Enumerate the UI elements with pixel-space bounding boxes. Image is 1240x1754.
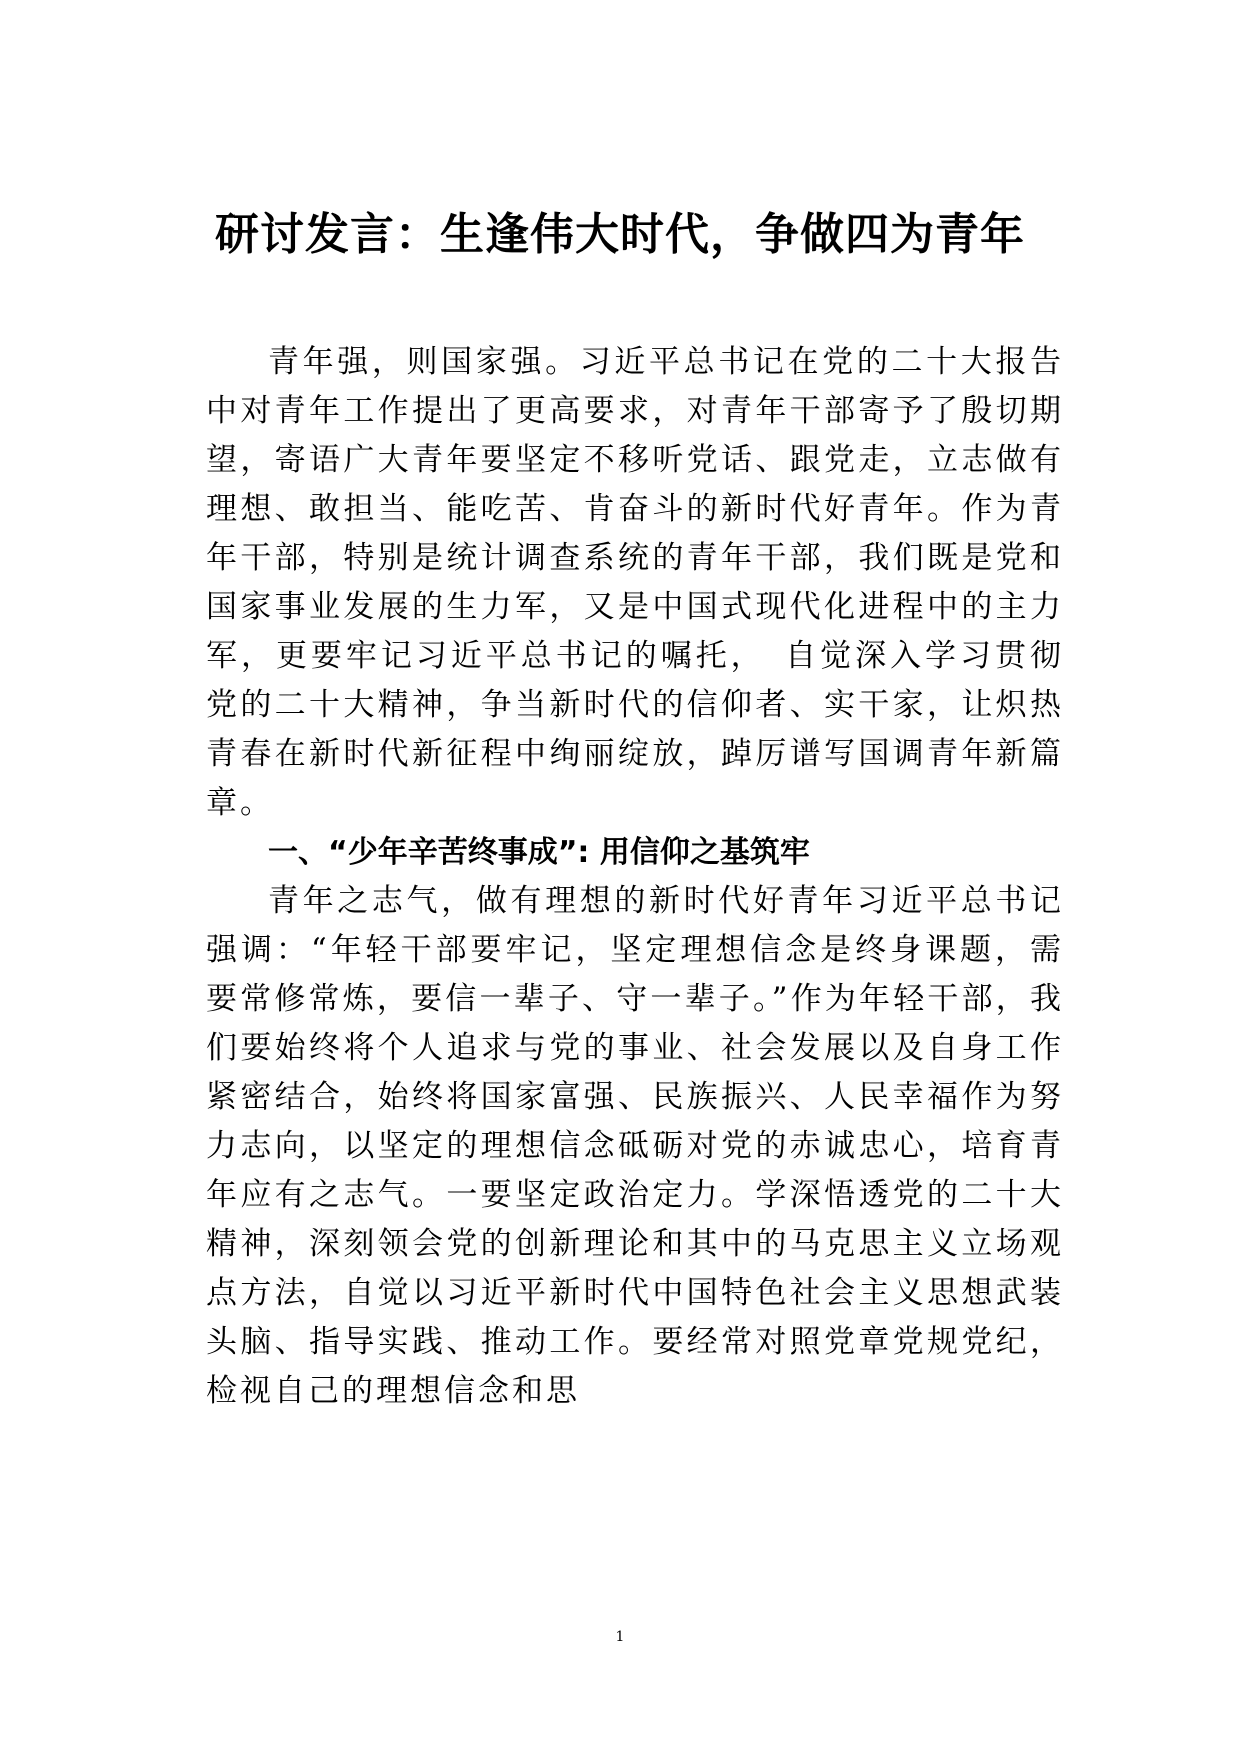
page-number: 1 [615, 1629, 625, 1645]
section-1-paragraph: 青年之志气，做有理想的新时代好青年习近平总书记强调：“年轻干部要牢记，坚定理想信念是终身课题，需要常修常炼，要信一辈子、守一辈子。”作为年轻干部，我们要始终将个人追求与党的事业、社会发展以及自身工作紧密结合，始终将国家富强、民族振兴、人民幸福作为努力志向，以坚定的理想信念砥砺对党的赤诚忠心，培育青年应有之志气。一要坚定政治定力。学深悟透党的二十大精神，深刻领会党的创新理论和其中的马克思主义立场观点方法，自觉以习近平新时代中国特色社会主义思想武装头脑、指导实践、推动工作。要经常对照党章党规党纪，检视自己的理想信念和思 [206, 883, 1064, 1409]
section-1-heading: 一、“少年辛苦终事成”: 用信仰之基筑牢 [268, 835, 810, 870]
intro-paragraph: 青年强，则国家强。习近平总书记在党的二十大报告中对青年工作提出了更高要求，对青年干部寄予了殷切期望，寄语广大青年要坚定不移听党话、跟党走，立志做有理想、敢担当、能吃苦、肯奋斗的新时代好青年。作为青年干部，特别是统计调查系统的青年干部，我们既是党和国家事业发展的生力军，又是中国式现代化进程中的主力军，更要牢记习近平总书记的嘱托， 自觉深入学习贯彻党的二十大精神，争当新时代的信仰者、实干家，让炽热青春在新时代新征程中绚丽绽放，踔厉谱写国调青年新篇章。 [206, 344, 1064, 821]
document-title: 研讨发言：生逢伟大时代，争做四为青年 [215, 209, 1025, 260]
document-body [206, 338, 1064, 1416]
